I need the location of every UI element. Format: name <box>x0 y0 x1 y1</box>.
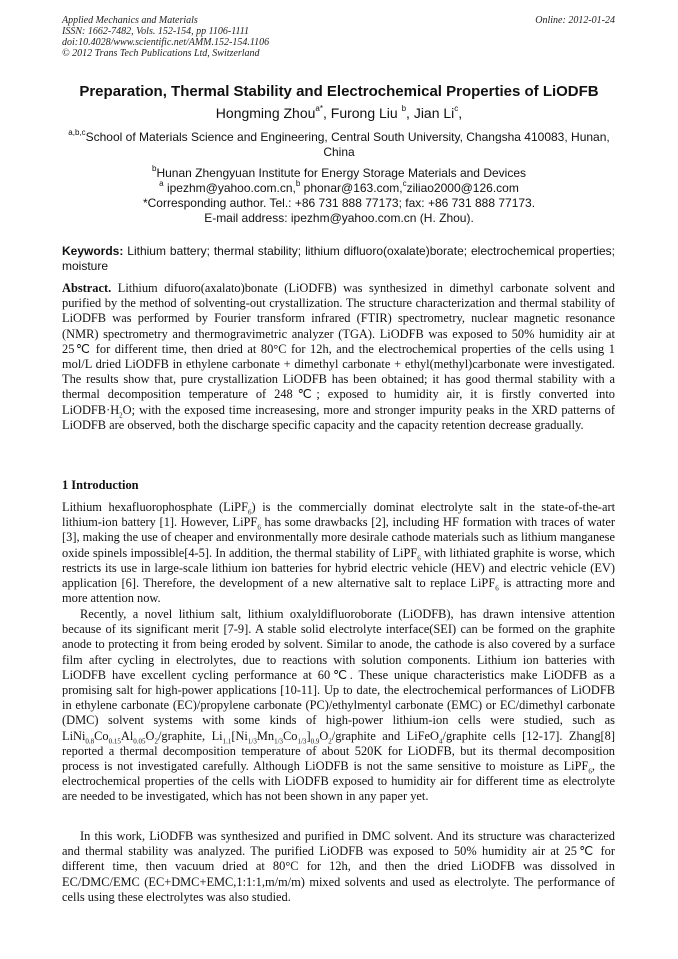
subscript: 6 <box>495 584 499 593</box>
affiliation-superscript: b <box>152 164 157 173</box>
subscript: 0.9 <box>310 737 320 746</box>
paragraph-text: Mn <box>256 728 275 743</box>
subscript: 6 <box>247 508 252 517</box>
journal-name: Applied Mechanics and Materials <box>62 15 198 26</box>
subscript: 1.1 <box>222 737 232 746</box>
author-superscript: b <box>401 104 407 114</box>
subscript: 1/3 <box>274 737 284 746</box>
subscript: 6 <box>417 554 421 563</box>
corresponding-email: E-mail address: ipezhm@yahoo.com.cn (H. Zhou). <box>204 211 474 225</box>
affiliation-text: Hunan Zhengyuan Institute for Energy Storage Materials and Devices <box>156 166 526 180</box>
intro-paragraph-1 <box>62 500 615 606</box>
paragraph-text: Co <box>283 728 298 743</box>
paragraph-text: is attracting more and more attention now. <box>62 576 615 606</box>
subscript: 1/3 <box>297 737 307 746</box>
subscript: 2 <box>119 411 123 420</box>
affiliation-text: School of Materials Science and Engineering, Central South University, Changsha 410083, Hunan, China <box>85 130 610 159</box>
copyright-line: © 2012 Trans Tech Publications Ltd, Switzerland <box>62 48 260 59</box>
author-name: , Furong Liu <box>322 105 402 121</box>
issn-line: ISSN: 1662-7482, Vols. 152-154, pp 1106-1111 <box>62 26 250 37</box>
intro-paragraph-2 <box>62 607 615 805</box>
email-list <box>60 181 618 196</box>
email-c: ziliao2000@126.com <box>406 181 519 195</box>
author-list <box>40 104 638 122</box>
author-name: Hongming Zhou <box>215 105 316 121</box>
abstract <box>62 281 615 433</box>
abstract-text: O; with the exposed time increasesing, more and stronger impurity peaks in the XRD patterns of LiODFB are observed, both the discharge specific capacity and the capacity retention decrease gradually. <box>62 402 615 432</box>
subscript: 0.05 <box>133 737 146 746</box>
subscript: 6 <box>257 523 261 532</box>
affiliation-superscript: a,b,c <box>68 128 86 137</box>
paragraph-text: ] <box>306 728 311 743</box>
paragraph-text: has some drawbacks [2], including HF formation with traces of water [3], making the use of cheaper and environmentally more desirale cathode materials such as lithium manganese oxide spinels impossible[4-5]. In addition, the thermal stability of LiPF <box>62 515 616 560</box>
email-superscript: b <box>295 179 301 188</box>
subscript: 0.8 <box>85 737 95 746</box>
affiliation-2 <box>60 166 618 181</box>
journal-header <box>62 15 615 59</box>
paragraph-text: Al <box>120 728 134 743</box>
doi-line: doi:10.4028/www.scientific.net/AMM.152-154.1106 <box>62 37 270 48</box>
affiliation-1 <box>60 130 618 160</box>
intro-paragraph-3: In this work, LiODFB was synthesized and purified in DMC solvent. And its structure was characterized and thermal stability was analyzed. The purified LiODFB was exposed to 50% humidity air at 25℃ for different time, then vacuum dried at 80°C for 12h, and then the dried LiODFB was dissolved in EC/DMC/EMC (EC+DMC+EMC,1:1:1,m/m/m) mixed solvents and used as electrolyte. The performance of cells using these electrolytes was also studied. <box>62 829 615 904</box>
subscript: 1/3 <box>247 737 257 746</box>
keywords-label: Keywords: <box>62 244 124 258</box>
paragraph-text: [Ni <box>231 728 248 743</box>
author-superscript: a* <box>315 104 323 114</box>
paragraph-text: Recently, a novel lithium salt, lithium oxalyldifluoroborate (LiODFB), has drawn intensive attention because of its significant merit [7-9]. A stable solid electrolyte interface(SEI) can be formed on the graphite anode to protecting it from being eroded by solvent. Similar to anode, the cathode is also covered by a surface film after cycling in electrolytes, due to reactions with solution components. Lithium ion batteries with LiODFB have excellent cycling performance at 60℃. These unique characteristics make LiODFB as a promising salt for high-power applications [10-11]. Up to date, the electrochemical performances of LiODFB in ethylene carbonate (EC)/propylene carbonate (PC)/ethylmentyl carbonate (EMC) or EC/dimethyl carbonate (DMC) solvent systems with some kinds of high-power lithium-ion cells were studied, such as LiNi <box>62 607 615 743</box>
subscript: 2 <box>154 737 158 746</box>
email-superscript: c <box>402 179 407 188</box>
keywords-text: Lithium battery; thermal stability; lithium difluoro(oxalate)borate; electrochemical properties; moisture <box>62 244 615 273</box>
paragraph-text: ) is the commercially dominat electrolyte salt in the state-of-the-art lithium-ion battery [1]. However, LiPF <box>62 500 616 530</box>
paragraph-text: , the electrochemical properties of the cells with LiODFB exposed to humidity air for different time as electrolyte are needed to be investigated, which has not been shown in any paper yet. <box>62 759 615 804</box>
author-trailing-comma: , <box>458 105 463 121</box>
email-superscript: a <box>159 179 164 188</box>
section-heading: 1 Introduction <box>62 478 139 492</box>
abstract-label: Abstract. <box>62 281 112 295</box>
corresponding-author: *Corresponding author. Tel.: +86 731 888 77173; fax: +86 731 888 77173. <box>142 196 536 210</box>
subscript: 4 <box>439 737 443 746</box>
email-b: phonar@163.com, <box>300 181 403 195</box>
paragraph-text: /graphite cells [12-17]. Zhang[8] reported a thermal decomposition temperature of about 520K for LiODFB, but its thermal decomposition process is not investigated carefully. Although LiODFB is not the same sensitive to moisture as LiPF <box>62 728 615 774</box>
subscript: 0.15 <box>108 737 121 746</box>
paragraph-text: with lithiated graphite is worse, which restricts its use in large-scale lithium ion batteries for hybrid electric vehicle (HEV) and electric vehicle (EV) application [6]. Therefore, the development of a new alternative salt to replace LiPF <box>62 545 615 591</box>
paper-title: Preparation, Thermal Stability and Electrochemical Properties of LiODFB <box>79 83 599 100</box>
author-superscript: c <box>454 104 459 114</box>
paragraph-text: /graphite, Li <box>157 728 223 743</box>
paragraph-text: /graphite and LiFeO <box>331 728 439 743</box>
author-name: , Jian Li <box>406 105 455 121</box>
paragraph-text: O <box>145 728 155 743</box>
email-a: ipezhm@yahoo.com.cn, <box>163 181 296 195</box>
online-date: Online: 2012-01-24 <box>535 15 615 26</box>
subscript: 2 <box>328 737 332 746</box>
abstract-text: Lithium difuoro(axalato)bonate (LiODFB) was synthesized in dimethyl carbonate solvent and purified by the method of solventing-out crystallization. The structure characterization and thermal stability of LiODFB was performed by Fourier transform infrared (FTIR) spectrometry, nuclear magnetic resonance (NMR) spectrometry and thermogravimetric analyzer (TGA). LiODFB was exposed to 50% humidity air at 25℃ for different time, then dried at 80°C for 12h, and the electrochemical properties of the cells using 1 mol/L dried LiODFB in ethylene carbonate + dimethyl carbonate + ethyl(methyl)carbonate were investigated. The results show that, pure crystallization LiODFB has been obtained; it has good thermal stability with a thermal decomposition temperature of 248℃; exposed to humidity air, it is firstly converted into LiODFB·H <box>62 281 615 417</box>
paragraph-text: O <box>319 728 329 743</box>
paragraph-text: Lithium hexafluorophosphate (LiPF <box>62 500 248 514</box>
subscript: 6 <box>588 767 592 776</box>
keywords <box>62 244 615 274</box>
paragraph-text: Co <box>94 728 109 743</box>
